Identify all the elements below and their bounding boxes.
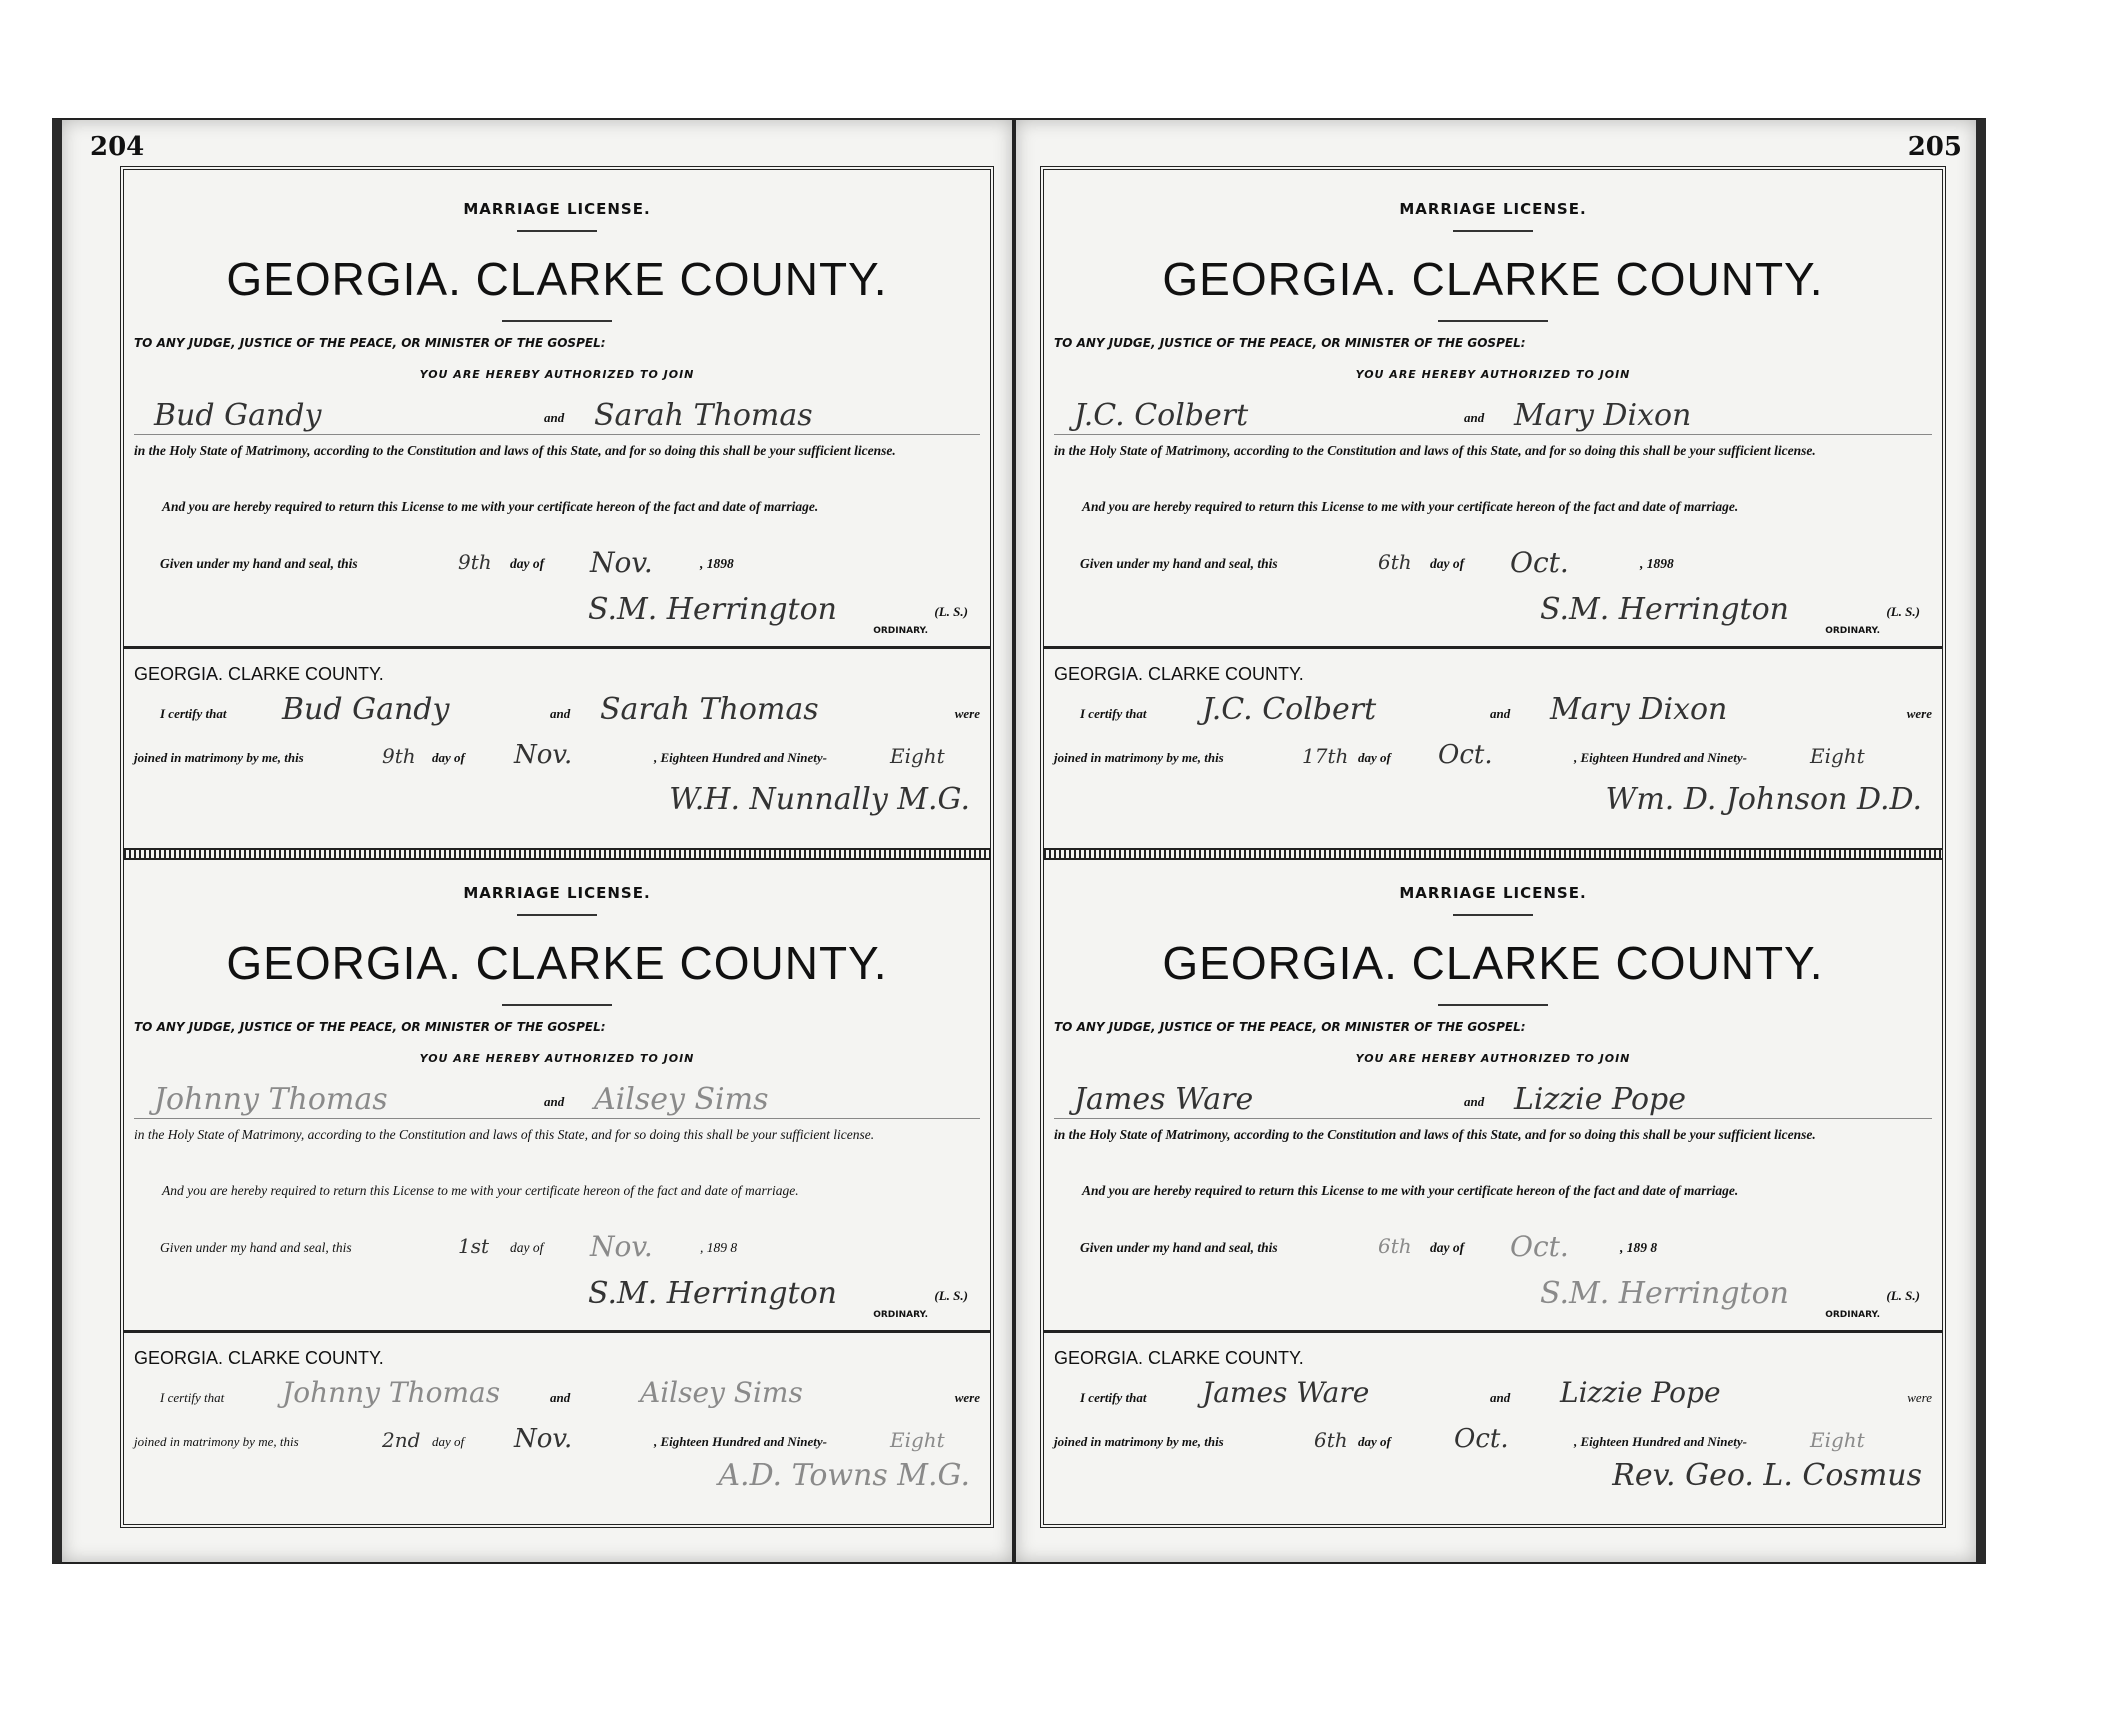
joined-line xyxy=(134,740,980,778)
given-under-line xyxy=(160,546,980,582)
officiant-signature: Rev. Geo. L. Cosmus xyxy=(1612,1458,1922,1493)
day-of-label: day of xyxy=(432,750,465,765)
left-page xyxy=(52,118,1014,1564)
officiant-signature: A.D. Towns M.G. xyxy=(718,1458,970,1493)
joined-month: Nov. xyxy=(514,740,573,770)
seal-label: (L. S.) xyxy=(1886,604,1920,619)
seal-label: (L. S.) xyxy=(1886,1288,1920,1303)
salutation: TO ANY JUDGE, JUSTICE OF THE PEACE, OR MINISTER OF THE GOSPEL: xyxy=(1054,1020,1526,1034)
ordinary-signature: S.M. Herrington xyxy=(1540,592,1789,627)
certify-label: I certify that xyxy=(160,706,227,721)
day-of-label: day of xyxy=(432,1434,465,1449)
were-label: were xyxy=(954,1390,980,1405)
bride-name: Ailsey Sims xyxy=(594,1082,769,1117)
ordinary-signature: S.M. Herrington xyxy=(1540,1276,1789,1311)
given-under-line xyxy=(160,1230,980,1266)
license-heading: MARRIAGE LICENSE. xyxy=(463,884,651,902)
certificate-groom: Johnny Thomas xyxy=(282,1376,501,1409)
license-record xyxy=(124,170,990,850)
given-month: Oct. xyxy=(1510,1230,1569,1263)
day-of-label: day of xyxy=(1430,556,1465,571)
signature-block xyxy=(1540,592,1920,636)
given-label: Given under my hand and seal, this xyxy=(160,1240,352,1255)
state-county-title: GEORGIA. CLARKE COUNTY. xyxy=(1162,253,1824,305)
signature-block xyxy=(588,592,968,636)
given-day: 6th xyxy=(1378,1234,1412,1258)
authorization-text: YOU ARE HEREBY AUTHORIZED TO JOIN xyxy=(419,368,695,381)
joined-line xyxy=(1054,740,1932,778)
certify-line xyxy=(160,1376,980,1416)
ordinary-label: ORDINARY. xyxy=(873,1310,928,1320)
groom-name: J.C. Colbert xyxy=(1074,398,1249,433)
page-frame xyxy=(120,166,994,1528)
bride-name: Sarah Thomas xyxy=(594,398,813,433)
certificate-groom: James Ware xyxy=(1202,1376,1370,1409)
ninety-word: Eight xyxy=(890,1428,945,1452)
ornament-rule xyxy=(517,230,597,232)
given-month: Nov. xyxy=(590,546,653,579)
signature-block xyxy=(588,1276,968,1320)
joined-line xyxy=(134,1424,980,1462)
ornament-rule xyxy=(502,320,612,322)
and-label: and xyxy=(1464,410,1485,425)
salutation: TO ANY JUDGE, JUSTICE OF THE PEACE, OR MINISTER OF THE GOSPEL: xyxy=(1054,336,1526,350)
license-heading: MARRIAGE LICENSE. xyxy=(1399,884,1587,902)
groom-name: Johnny Thomas xyxy=(154,1082,388,1117)
given-label: Given under my hand and seal, this xyxy=(1080,1240,1278,1255)
page-frame xyxy=(1040,166,1946,1528)
joined-label: joined in matrimony by me, this xyxy=(1054,750,1224,765)
joined-line xyxy=(1054,1424,1932,1462)
names-line xyxy=(1054,1082,1932,1119)
ornament-rule xyxy=(1453,914,1533,916)
and-label: and xyxy=(544,1094,565,1109)
certificate-groom: Bud Gandy xyxy=(282,692,450,727)
authorization-text: YOU ARE HEREBY AUTHORIZED TO JOIN xyxy=(1355,368,1631,381)
eighteen-label: , Eighteen Hundred and Ninety- xyxy=(654,750,827,765)
officiant-signature: W.H. Nunnally M.G. xyxy=(669,782,970,817)
eighteen-label: , Eighteen Hundred and Ninety- xyxy=(654,1434,827,1449)
section-divider xyxy=(124,646,990,649)
day-of-label: day of xyxy=(1430,1240,1465,1255)
license-record xyxy=(1044,854,1942,1534)
joined-day: 9th xyxy=(382,744,416,768)
given-day: 1st xyxy=(458,1234,490,1258)
matrimony-paragraph: in the Holy State of Matrimony, according to the Constitution and laws of this State, and for so doing this shall be your sufficient license. xyxy=(134,1127,875,1142)
state-county-title: GEORGIA. CLARKE COUNTY. xyxy=(226,253,888,305)
groom-name: James Ware xyxy=(1074,1082,1254,1117)
license-record xyxy=(1044,170,1942,850)
given-year: , 189 8 xyxy=(700,1240,738,1255)
ninety-word: Eight xyxy=(1810,744,1865,768)
certificate-bride: Lizzie Pope xyxy=(1560,1376,1721,1409)
license-record xyxy=(124,854,990,1534)
and-label: and xyxy=(550,706,571,721)
ornament-rule xyxy=(1438,320,1548,322)
certificate-state: GEORGIA. CLARKE COUNTY. xyxy=(134,664,384,684)
license-heading: MARRIAGE LICENSE. xyxy=(1399,200,1587,218)
joined-label: joined in matrimony by me, this xyxy=(134,1434,299,1449)
certificate-groom: J.C. Colbert xyxy=(1202,692,1377,727)
certify-line xyxy=(160,692,980,732)
joined-label: joined in matrimony by me, this xyxy=(134,750,304,765)
ordinary-label: ORDINARY. xyxy=(1825,1310,1880,1320)
authorization-text: YOU ARE HEREBY AUTHORIZED TO JOIN xyxy=(1355,1052,1631,1065)
given-day: 6th xyxy=(1378,550,1412,574)
joined-month: Nov. xyxy=(514,1424,573,1454)
ornament-rule xyxy=(1453,230,1533,232)
certificate-state: GEORGIA. CLARKE COUNTY. xyxy=(1054,1348,1304,1368)
day-of-label: day of xyxy=(510,1240,544,1255)
page-number: 204 xyxy=(90,132,145,162)
ninety-word: Eight xyxy=(890,744,945,768)
return-paragraph: And you are hereby required to return this License to me with your certificate hereon of the fact and date of marriage. xyxy=(162,1183,799,1198)
certificate-state: GEORGIA. CLARKE COUNTY. xyxy=(1054,664,1304,684)
ornament-rule xyxy=(517,914,597,916)
right-page xyxy=(1014,118,1986,1564)
return-paragraph: And you are hereby required to return this License to me with your certificate hereon of the fact and date of marriage. xyxy=(1082,1183,1739,1198)
signature-block xyxy=(1540,1276,1920,1320)
certificate-bride: Sarah Thomas xyxy=(600,692,819,727)
joined-day: 2nd xyxy=(382,1428,421,1452)
license-heading: MARRIAGE LICENSE. xyxy=(463,200,651,218)
ornament-rule xyxy=(502,1004,612,1006)
salutation: TO ANY JUDGE, JUSTICE OF THE PEACE, OR MINISTER OF THE GOSPEL: xyxy=(134,1020,606,1034)
ordinary-signature: S.M. Herrington xyxy=(588,1276,837,1311)
certificate-state: GEORGIA. CLARKE COUNTY. xyxy=(134,1348,384,1368)
given-year: , 1898 xyxy=(1640,556,1674,571)
joined-month: Oct. xyxy=(1438,740,1493,770)
day-of-label: day of xyxy=(1358,750,1391,765)
joined-day: 17th xyxy=(1302,744,1349,768)
and-label: and xyxy=(1490,706,1511,721)
groom-name: Bud Gandy xyxy=(154,398,322,433)
day-of-label: day of xyxy=(510,556,545,571)
joined-month: Oct. xyxy=(1454,1424,1509,1454)
given-year: , 189 8 xyxy=(1620,1240,1658,1255)
and-label: and xyxy=(544,410,565,425)
given-label: Given under my hand and seal, this xyxy=(1080,556,1278,571)
were-label: were xyxy=(954,706,980,721)
given-under-line xyxy=(1080,1230,1932,1266)
certify-label: I certify that xyxy=(160,1390,225,1405)
eighteen-label: , Eighteen Hundred and Ninety- xyxy=(1574,1434,1747,1449)
page-number: 205 xyxy=(1907,132,1962,162)
ordinary-label: ORDINARY. xyxy=(873,626,928,636)
given-year: , 1898 xyxy=(700,556,734,571)
ornament-rule xyxy=(1438,1004,1548,1006)
state-county-title: GEORGIA. CLARKE COUNTY. xyxy=(226,937,888,989)
officiant-signature: Wm. D. Johnson D.D. xyxy=(1605,782,1922,817)
joined-day: 6th xyxy=(1314,1428,1348,1452)
seal-label: (L. S.) xyxy=(934,604,968,619)
return-paragraph: And you are hereby required to return this License to me with your certificate hereon of the fact and date of marriage. xyxy=(1082,499,1739,514)
given-month: Oct. xyxy=(1510,546,1569,579)
section-divider xyxy=(1044,646,1942,649)
certify-label: I certify that xyxy=(1080,706,1147,721)
given-under-line xyxy=(1080,546,1932,582)
and-label: and xyxy=(1490,1390,1511,1405)
certify-line xyxy=(1080,692,1932,732)
and-label: and xyxy=(550,1390,571,1405)
given-day: 9th xyxy=(458,550,492,574)
names-line xyxy=(134,1082,980,1119)
were-label: were xyxy=(1907,1390,1932,1405)
matrimony-paragraph: in the Holy State of Matrimony, according to the Constitution and laws of this State, and for so doing this shall be your sufficient license. xyxy=(1054,443,1816,458)
and-label: and xyxy=(1464,1094,1485,1109)
matrimony-paragraph: in the Holy State of Matrimony, according to the Constitution and laws of this State, and for so doing this shall be your sufficient license. xyxy=(134,443,896,458)
names-line xyxy=(134,398,980,435)
certificate-bride: Mary Dixon xyxy=(1550,692,1728,727)
were-label: were xyxy=(1906,706,1932,721)
names-line xyxy=(1054,398,1932,435)
salutation: TO ANY JUDGE, JUSTICE OF THE PEACE, OR MINISTER OF THE GOSPEL: xyxy=(134,336,606,350)
given-label: Given under my hand and seal, this xyxy=(160,556,358,571)
section-divider xyxy=(1044,1330,1942,1333)
bride-name: Mary Dixon xyxy=(1514,398,1692,433)
certify-label: I certify that xyxy=(1080,1390,1147,1405)
ninety-word: Eight xyxy=(1810,1428,1865,1452)
certify-line xyxy=(1080,1376,1932,1416)
ordinary-signature: S.M. Herrington xyxy=(588,592,837,627)
day-of-label: day of xyxy=(1358,1434,1391,1449)
given-month: Nov. xyxy=(590,1230,653,1263)
bride-name: Lizzie Pope xyxy=(1514,1082,1687,1117)
section-divider xyxy=(124,1330,990,1333)
joined-label: joined in matrimony by me, this xyxy=(1054,1434,1224,1449)
matrimony-paragraph: in the Holy State of Matrimony, according to the Constitution and laws of this State, and for so doing this shall be your sufficient license. xyxy=(1054,1127,1816,1142)
seal-label: (L. S.) xyxy=(934,1288,968,1303)
eighteen-label: , Eighteen Hundred and Ninety- xyxy=(1574,750,1747,765)
ordinary-label: ORDINARY. xyxy=(1825,626,1880,636)
return-paragraph: And you are hereby required to return this License to me with your certificate hereon of the fact and date of marriage. xyxy=(162,499,819,514)
authorization-text: YOU ARE HEREBY AUTHORIZED TO JOIN xyxy=(419,1052,695,1065)
certificate-bride: Ailsey Sims xyxy=(640,1376,803,1409)
state-county-title: GEORGIA. CLARKE COUNTY. xyxy=(1162,937,1824,989)
